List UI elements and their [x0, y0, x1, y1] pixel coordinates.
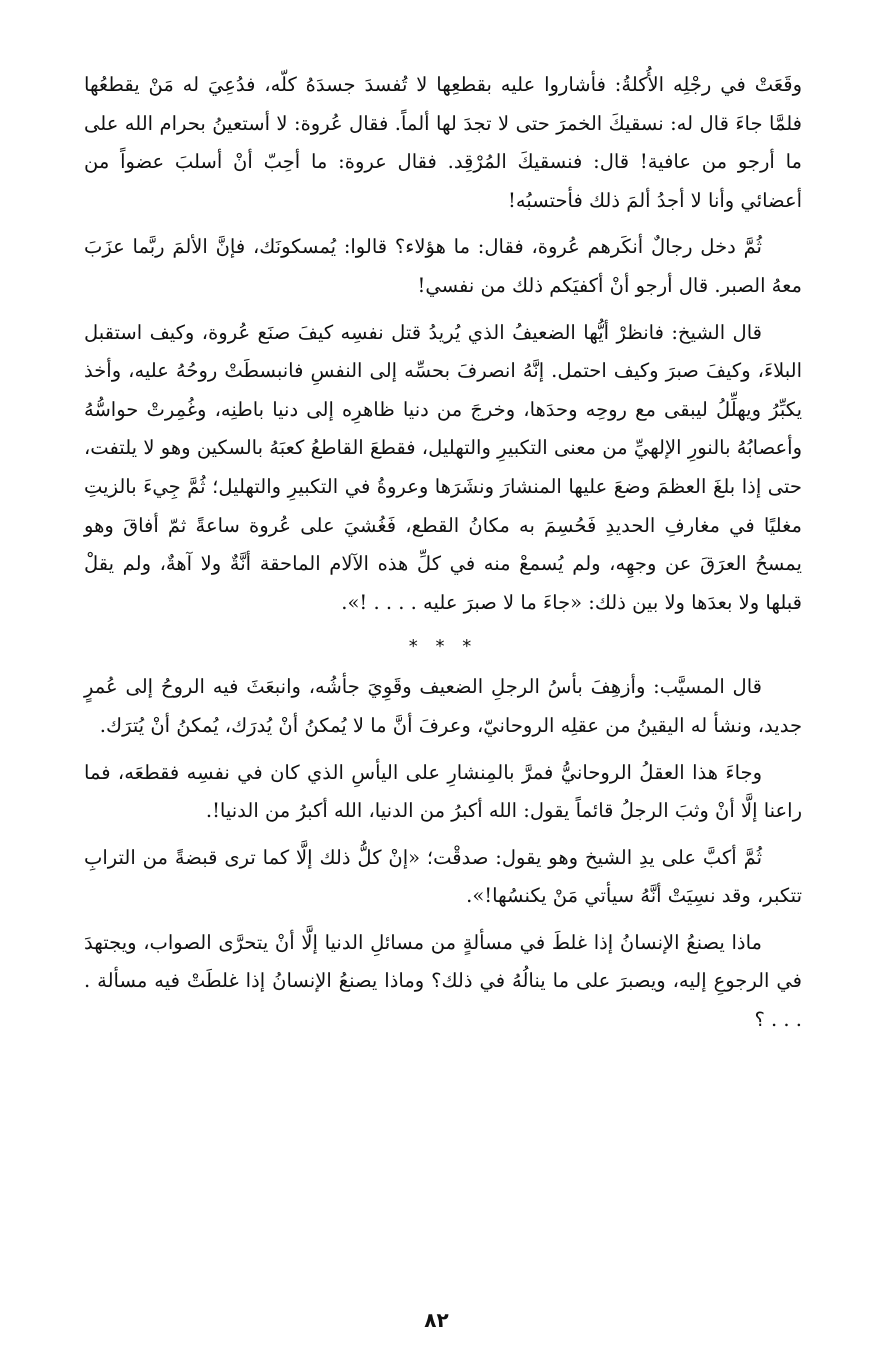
paragraph-sheikh-speaks: قال الشيخ: فانظرْ أيُّها الضعيفُ الذي يُريدُ قتل نفسِه كيفَ صنَع عُروة، وكيف استقبل البلاءَ، وكيفَ صبرَ وكيف احتمل. إنَّهُ انصرفَ بحسِّه إلى النفسِ فانبسطَتْ روحُهُ عليه، وأخذ يكبِّرُ ويهلِّلُ ليبقى مع روحِه وحدَها، وخرجَ من دنيا ظاهرِه إلى دنيا باطنِه، وغُمِرتْ حواسُّهُ وأعصابُهُ بالنورِ الإلهيِّ من معنى التكبيرِ والتهليل، فقطعَ القاطعُ كعبَهُ بالسكين وهو لا يلتفت، حتى إذا بلغَ العظمَ وضعَ عليها المنشارَ ونشَرَها وعروةُ في التكبيرِ والتهليل؛ ثُمَّ جِيءَ بالزيتِ مغليًا في مغارفِ الحديدِ فَحُسِمَ به مكانُ القطع، فَغُشيَ على عُروة ساعةً ثمّ أفاقَ وهو يمسحُ العرَقَ عن وجهِه، ولم يُسمعْ منه في كلِّ هذه الآلام الماحقة أنَّةٌ ولا آهةٌ، ولم يقلْ قبلها ولا بعدَها ولا بين ذلك: «جاءَ ما لا صبرَ عليه . . . . !». [84, 320, 802, 614]
paragraph-urwa-amputation: وقَعَتْ في رجْلِه الأُكلةُ: فأشاروا عليه بقطعِها لا تُفسدَ جسدَهُ كلّه، فدُعِيَ له مَنْ يقطعُها فلمَّا جاءَ قال له: نسقيكَ الخمرَ حتى لا تجدَ لها ألماً. فقال عُروة: لا أستعينُ بحرام الله على ما أرجو من عافية! قال: فنسقيكَ المُرْقِد. فقال عروة: ما أحِبّ أنْ أسلبَ عضواً من أعضائي وأنا لا أجدُ ألمَ ذلك فأحتسبُه! [84, 73, 802, 212]
paragraph-hand-kiss: ثُمَّ أكبَّ على يدِ الشيخ وهو يقول: صدقْت؛ «إنْ كلُّ ذلك إلَّا كما ترى قبضةً من الترابِ تتكبر، وقد نسِيَتْ أنَّهُ سيأتي مَنْ يكنسُها!». [84, 845, 802, 908]
page-body [84, 66, 802, 1040]
paragraph-men-enter: ثُمَّ دخل رجالٌ أنكَرهم عُروة، فقال: ما هؤلاء؟ قالوا: يُمسكونَك، فإنَّ الألمَ ربَّما عزَبَ معهُ الصبر. قال أرجو أنْ أكفيَكم ذلك من نفسي! [84, 235, 802, 297]
paragraph-spiritual-mind: وجاءَ هذا العقلُ الروحانيُّ فمرَّ بالمِنشارِ على اليأسِ الذي كان في نفسِه فقطعَه، فما راعنا إلَّا أنْ وثبَ الرجلُ قائماً يقول: الله أكبرُ من الدنيا، الله أكبرُ من الدنيا!. [84, 760, 802, 823]
section-separator: * * * [408, 636, 478, 658]
paragraph-musayyab: قال المسيَّب: وأزهِفَ بأسُ الرجلِ الضعيف وقَوِيَ جأشُه، وانبعَثَ فيه الروحُ إلى عُمرٍ جديد، ونشأ له اليقينُ من عقلِه الروحانيّ، وعرفَ أنَّ ما لا يُمكنُ أنْ يُدرَك، يُمكنُ أنْ يُترَك. [84, 675, 802, 737]
page-number: ٨٢ [424, 1308, 449, 1332]
paragraph-what-does-man-do: ماذا يصنعُ الإنسانُ إذا غلطَ في مسألةٍ من مسائلِ الدنيا إلَّا أنْ يتحرَّى الصواب، ويجتهدَ في الرجوعِ إليه، ويصبرَ على ما ينالُهُ في ذلك؟ وماذا يصنعُ الإنسانُ إذا غلطَتْ فيه مسألة . . . . ؟ [84, 930, 802, 1032]
